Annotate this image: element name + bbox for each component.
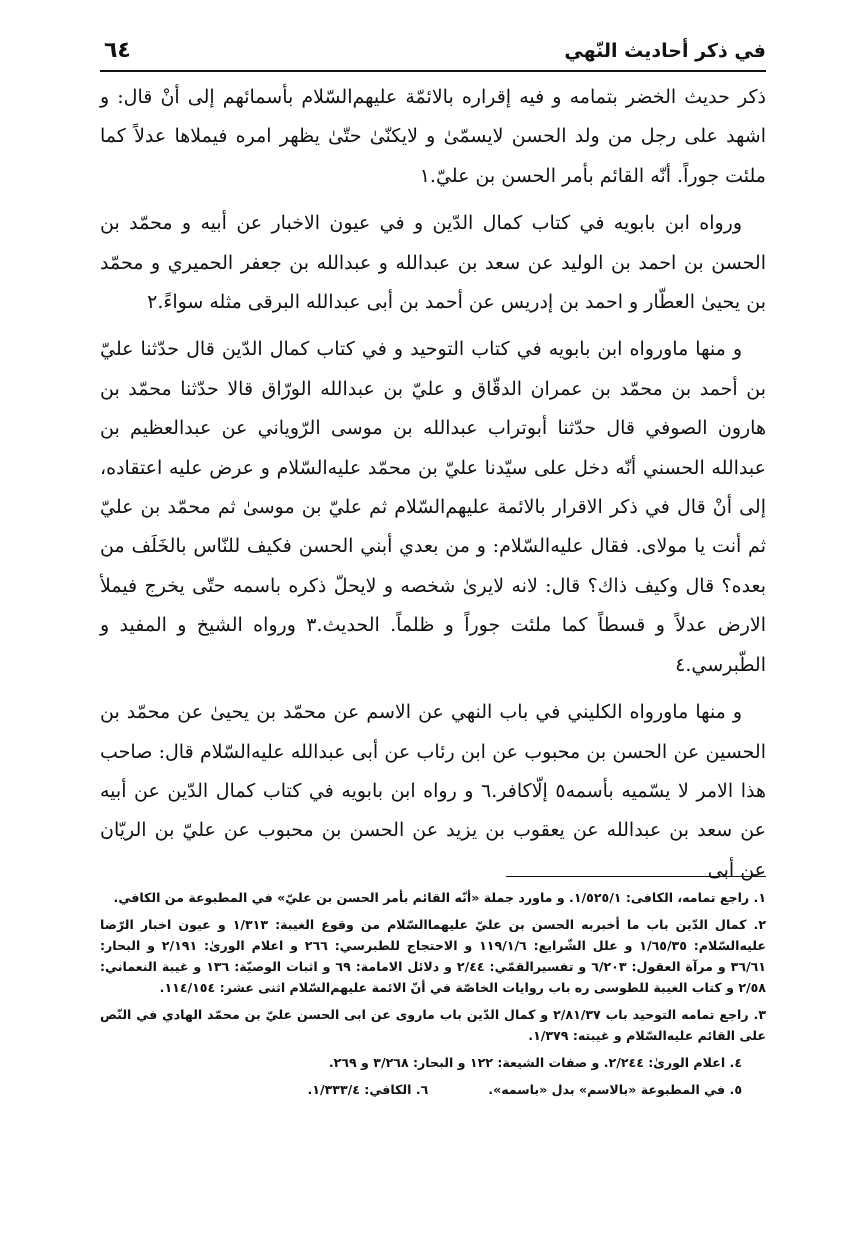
paragraph-4: و منها ماورواه الكليني في باب النهي عن الاسم عن محمّد بن يحيىٰ عن محمّد بن الحسين عن الحسن بن محبوب عن ابن رئاب عن أبى عبدالله عليه‌السّلام قال: صاحب هذا الامر لا يسّميه بأسمه٥ إلّاكافر.٦ و رواه ابن بابويه في كتاب كمال الدّين عن أبيه عن سعد بن عبدالله عن يعقوب بن يزيد عن الحسن بن محبوب عن عليّ بن الريّان عن أبى: [100, 701, 766, 881]
document-page: [100, 30, 766, 1097]
footnote-5: ٥. في المطبوعة «بالاسم» بدل «باسمه».: [488, 1082, 742, 1097]
footnote-2: ٢. كمال الدّين باب ما أخبربه الحسن بن عليّ عليهماالسّلام من وقوع الغيبة: ١/٣١٣ و عيون اخبار الرّضا عليه‌السّلام: ١/٦٥/٣٥ و علل الشّرايع: ١١٩/١/٦ و الاحتجاج للطبرسي: ٢٦٦ و اعلام الورىٰ: ٢/١٩١ و البحار: ٣٦/٦١ و مرآة العقول: ٦/٢٠٣ و تفسيرالقمّي: ٢/٤٤ و دلائل الامامة: ٦٩ و اثبات الوصيّة: ١٣٦ و غيبة النعماني: ٢/٥٨ و كتاب الغيبة للطوسى ره باب روايات الخاصّة في أنّ الائمة عليهم‌السّلام اثنى عشر: ١١٤/١٥٤.: [100, 917, 766, 995]
running-header: [100, 30, 766, 72]
main-text: [100, 78, 766, 890]
footnote-row-5-6: [100, 1079, 766, 1100]
footnote-4: ٤. اعلام الورىٰ: ٢/٢٤٤. و صفات الشيعة: ١٢٢ و البحار: ٣/٢٦٨ و ٢٦٩.: [328, 1055, 742, 1070]
page-number: ٦٤: [104, 38, 131, 63]
footnote-6: ٦. الكافي: ١/٣٣٣/٤.: [307, 1082, 429, 1097]
paragraph-3: و منها ماورواه ابن بابويه في كتاب التوحيد و في كتاب كمال الدّين قال حدّثنا عليّ بن أحمد بن محمّد بن عمران الدقّاق و عليّ بن عبدالله الورّاق قالا حدّثنا محمّد بن هارون الصوفي قال حدّثنا أبوتراب عبدالله بن موسى الرّوياني عن عبدالعظيم بن عبدالله الحسني أنّه دخل على سيّدنا عليّ بن محمّد عليه‌السّلام و عرض عليه اعتقاده، إلى أنْ قال في ذكر الاقرار بالائمة عليهم‌السّلام ثم عليّ بن موسىٰ ثم محمّد بن عليّ ثم أنت يا مولاى. فقال عليه‌السّلام: و من بعدي أبني الحسن فكيف للنّاس بالخَلَف من بعده؟ قال وكيف ذاك؟ قال: لانه لايرىٰ شخصه و لايحلّ ذكره باسمه حتّى يخرج فيملأ الارض عدلاً و قسطاً كما ملئت جوراً و ظلماً. الحديث.٣ ورواه الشيخ و المفيد و الطّبرسي.٤: [100, 338, 766, 676]
paragraph-2: ورواه ابن بابويه في كتاب كمال الدّين و في عيون الاخبار عن أبيه و محمّد بن الحسن بن احمد بن الوليد عن سعد بن عبدالله و عبدالله بن جعفر الحميري و محمّد بن يحيىٰ العطّار و احمد بن إدريس عن أحمد بن أبى عبدالله البرقى مثله سواءً.٢: [100, 212, 766, 314]
paragraph-1: ذكر حديث الخضر بتمامه و فيه إقراره بالائمّة عليهم‌السّلام بأسمائهم إلى أنْ قال: و اشهد على رجل من ولد الحسن لايسمّىٰ و لايكنّىٰ حتّىٰ يظهر امره فيملاها عدلاً كما ملئت جوراً. أنّه القائم بأمر الحسن بن عليّ.١: [100, 86, 766, 187]
footnote-3: ٣. راجع تمامه التوحيد باب ٢/٨١/٣٧ و كمال الدّين باب ماروى عن ابى الحسن عليّ بن محمّد الهادي في النّص على القائم عليه‌السّلام و غيبته: ١/٣٧٩.: [100, 1007, 766, 1043]
chapter-title: في ذكر أحاديث النّهي: [564, 40, 766, 62]
footnotes: [100, 876, 766, 1100]
footnote-1: ١. راجع تمامه، الكافى: ١/٥٢٥/١. و ماورد جملة «أنّه القائم بأمر الحسن بن عليّ» في المطبوعة من الكافي.: [113, 890, 766, 905]
footnote-separator: [506, 876, 766, 877]
